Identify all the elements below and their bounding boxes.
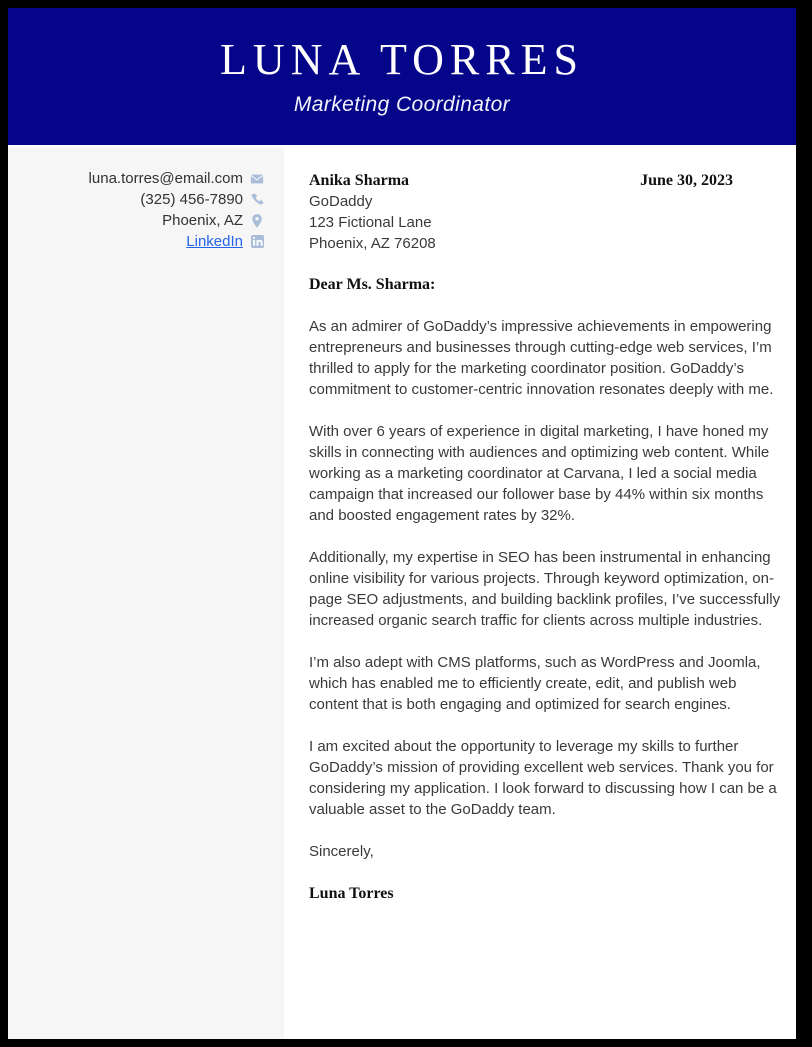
location-pin-icon xyxy=(250,214,264,228)
recipient-row xyxy=(309,170,787,254)
contact-linkedin[interactable] xyxy=(18,231,264,252)
paragraph-5: I am excited about the opportunity to leverage my skills to further GoDaddy’s mission of providing excellent web services. Thank you for considering my application. I look forward to discussing how I can be a valuable asset to the GoDaddy team. xyxy=(309,738,777,818)
phone-text: (325) 456-7890 xyxy=(140,191,243,208)
letter-header xyxy=(8,8,796,145)
letter-body xyxy=(8,145,796,1039)
salutation: Dear Ms. Sharma: xyxy=(309,276,436,293)
recipient-city: Phoenix, AZ 76208 xyxy=(309,235,436,252)
email-text: luna.torres@email.com xyxy=(88,170,243,187)
recipient-name: Anika Sharma xyxy=(309,172,410,189)
phone-icon xyxy=(250,193,264,207)
candidate-name: LUNA TORRES xyxy=(220,34,584,84)
paragraph-4: I’m also adept with CMS platforms, such as WordPress and Joomla, which has enabled me to efficiently create, edit, and publish web content that is both engaging and optimized for search engines. xyxy=(309,654,761,713)
linkedin-icon xyxy=(250,235,264,249)
letter-paragraphs xyxy=(309,316,787,820)
cover-letter-page xyxy=(8,8,796,1039)
recipient-block xyxy=(309,170,436,254)
paragraph-1: As an admirer of GoDaddy’s impressive achievements in empowering entrepreneurs and businesses through cutting-edge web services, I’m thrilled to apply for the marketing coordinator position. GoDaddy’s commitment to customer-centric innovation resonates deeply with me. xyxy=(309,318,774,398)
linkedin-link[interactable]: LinkedIn xyxy=(186,233,243,250)
contact-sidebar xyxy=(8,148,284,1039)
contact-email xyxy=(18,168,264,189)
recipient-company: GoDaddy xyxy=(309,193,373,210)
contact-location xyxy=(18,210,264,231)
candidate-job-title: Marketing Coordinator xyxy=(293,93,511,117)
paragraph-2: With over 6 years of experience in digital marketing, I have honed my skills in connecting with audiences and optimizing web content. While working as a marketing coordinator at Carvana, I led a social media campaign that increased our follower base by 44% within six months and boosted engagement rates by 32%. xyxy=(309,423,770,524)
location-text: Phoenix, AZ xyxy=(162,212,243,229)
signature-name: Luna Torres xyxy=(309,885,394,902)
paragraph-3: Additionally, my expertise in SEO has been instrumental in enhancing online visibility for various projects. Through keyword optimization, on-page SEO adjustments, and building backlink profiles, I’ve successfully increased organic search traffic for clients across multiple industries. xyxy=(309,549,781,629)
letter-main xyxy=(284,148,796,1039)
contact-phone xyxy=(18,189,264,210)
closing: Sincerely, xyxy=(309,843,374,860)
letter-date: June 30, 2023 xyxy=(640,172,733,189)
recipient-street: 123 Fictional Lane xyxy=(309,214,432,231)
mail-icon xyxy=(250,172,264,186)
